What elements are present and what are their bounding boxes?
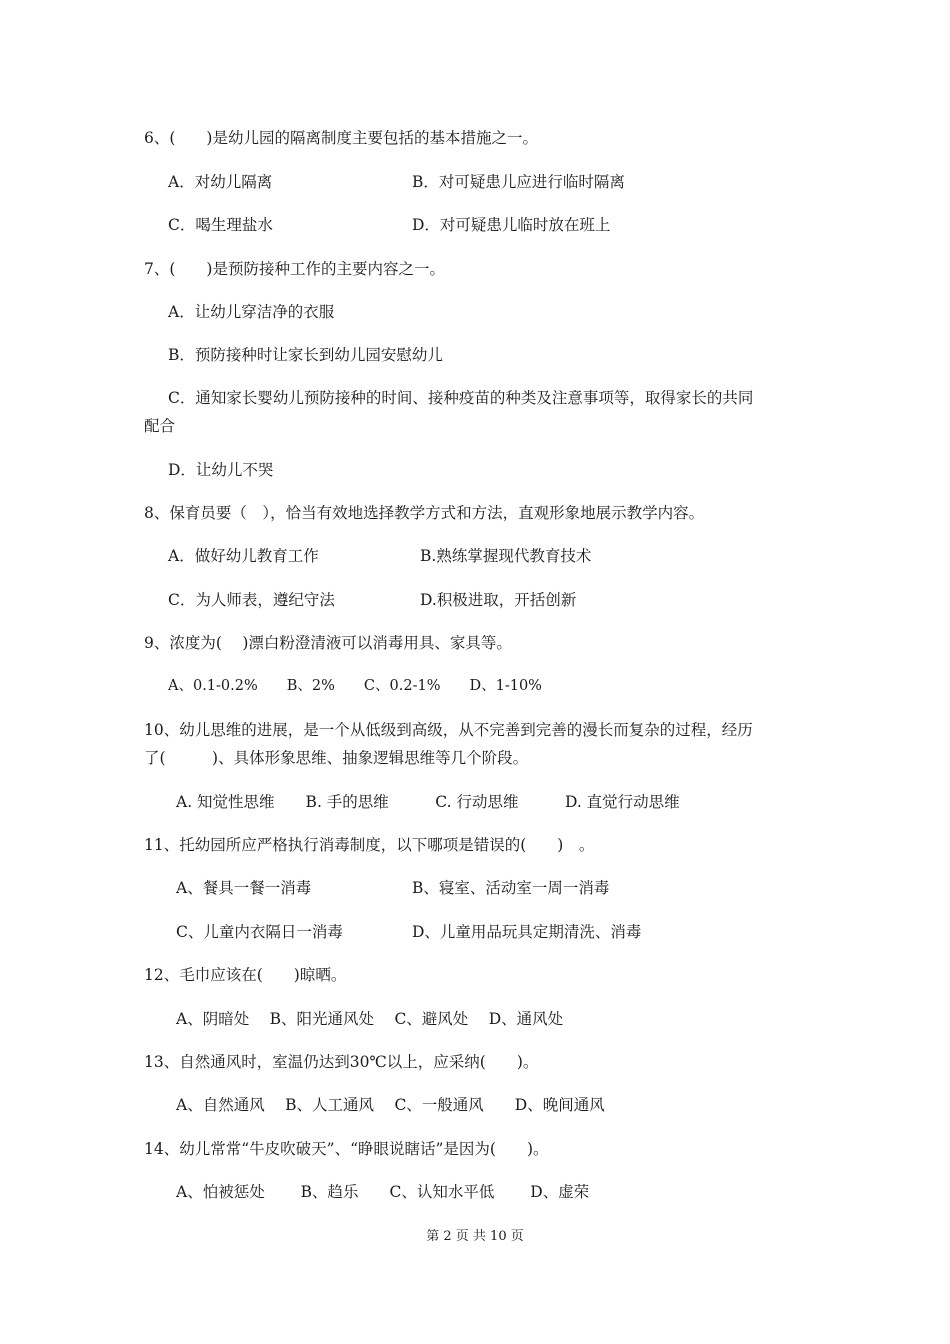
question-10-stem-continued: 了( )、具体形象思维、抽象逻辑思维等几个阶段。 [144,749,529,767]
question-8-option-d: D.积极进取，开括创新 [420,591,577,609]
question-6-option-a: A．对幼儿隔离 [168,173,273,191]
question-6-option-c: C．喝生理盐水 [168,216,273,234]
page-footer: 第 2 页 共 10 页 [426,1229,524,1244]
question-11-option-b: B、寝室、活动室一周一消毒 [412,879,610,897]
question-12-options: A、阴暗处 B、阳光通风处 C、避风处 D、通风处 [176,1010,564,1028]
question-11-stem: 11、托幼园所应严格执行消毒制度，以下哪项是错误的( ) 。 [144,836,595,854]
question-7-option-d: D．让幼儿不哭 [168,461,274,479]
question-6-option-d: D．对可疑患儿临时放在班上 [412,216,611,234]
question-8-stem: 8、保育员要（ ），恰当有效地选择教学方式和方法，直观形象地展示教学内容。 [144,504,705,522]
question-7-option-c: C．通知家长婴幼儿预防接种的时间、接种疫苗的种类及注意事项等，取得家长的共同 [168,389,754,407]
question-11-option-c: C、儿童内衣隔日一消毒 [176,923,343,941]
question-6-stem: 6、( )是幼儿园的隔离制度主要包括的基本措施之一。 [144,129,538,147]
question-7-option-c-continued: 配合 [144,417,176,435]
question-14-stem: 14、幼儿常常“牛皮吹破天”、“睁眼说瞎话”是因为( )。 [144,1140,549,1158]
question-8-option-b: B.熟练掌握现代教育技术 [420,547,592,565]
question-8-option-c: C．为人师表，遵纪守法 [168,591,335,609]
question-11-option-d: D、儿童用品玩具定期清洗、消毒 [412,923,642,941]
question-9-stem: 9、浓度为( )漂白粉澄清液可以消毒用具、家具等。 [144,634,512,652]
question-8-option-a: A．做好幼儿教育工作 [168,547,319,565]
question-7-option-b: B．预防接种时让家长到幼儿园安慰幼儿 [168,346,443,364]
question-10-options: A. 知觉性思维 B. 手的思维 C. 行动思维 D. 直觉行动思维 [176,793,680,811]
question-10-stem: 10、幼儿思维的进展，是一个从低级到高级，从不完善到完善的漫长而复杂的过程，经历 [144,721,753,739]
question-7-option-a: A．让幼儿穿洁净的衣服 [168,303,335,321]
question-14-options: A、怕被惩处 B、趋乐 C、认知水平低 D、虚荣 [176,1183,590,1201]
question-9-options: A、0.1-0.2% B、2% C、0.2-1% D、1-10% [168,678,542,694]
question-7-stem: 7、( )是预防接种工作的主要内容之一。 [144,260,445,278]
question-12-stem: 12、毛巾应该在( )晾晒。 [144,966,347,984]
question-13-stem: 13、自然通风时，室温仍达到30℃以上，应采纳( )。 [144,1053,539,1071]
question-6-option-b: B．对可疑患儿应进行临时隔离 [412,173,625,191]
question-13-options: A、自然通风 B、人工通风 C、一般通风 D、晚间通风 [176,1096,605,1114]
question-11-option-a: A、餐具一餐一消毒 [176,879,312,897]
